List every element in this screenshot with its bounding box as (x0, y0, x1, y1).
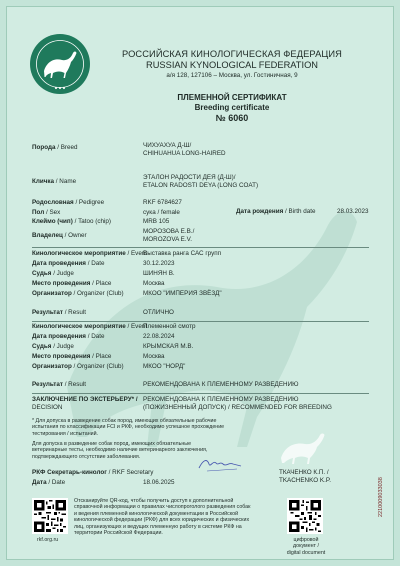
certificate-page (6, 6, 394, 560)
birth-date-value: 28.03.2023 (337, 208, 369, 215)
event2-place-value: Москва (143, 353, 165, 360)
event2-label: Кинологическое мероприятие / Event (32, 323, 148, 330)
event2-judge-label: Судья / Judge (32, 343, 74, 350)
pedigree-label: Родословная / Pedigree (32, 199, 105, 206)
secretary-name-en: TKACHENKO K.P. (279, 477, 332, 484)
title-en: Breeding certificate (194, 103, 270, 112)
dog-name-ru: ЭТАЛОН РАДОСТИ ДЕЯ (Д-Ш)/ (143, 174, 236, 181)
event1-judge-value: ШИНЯН В. (143, 270, 175, 277)
certificate-number: № 6060 (215, 113, 249, 123)
qr-instructions: Отсканируйте QR-код, чтобы получить доступ к дополнительной справочной информации о правилах числопроголого разведения собак и ведения племенной кинологической документации в Российской кинологической федерации (РКФ) для всех юридических и физических лиц, организующих и ведущих племенную работу в системе РКФ на территории Российской Федерации. (74, 498, 251, 537)
event1-org-label: Организатор / Organizer (Club) (32, 290, 124, 297)
rkf-logo-icon (29, 33, 91, 95)
qr-code-icon (289, 500, 321, 532)
event2-value: Племенной смотр (143, 323, 196, 330)
org-name-ru: РОССИЙСКАЯ КИНОЛОГИЧЕСКАЯ ФЕДЕРАЦИЯ (122, 49, 342, 59)
decision-label-en: DECISION (32, 404, 63, 411)
note-vet-tests: Для допуска в разведение собак пород, имеющих обязательные ветеринарные тесты, необходимо наличие ветеринарного заключения, подтверждающего отсутствие заболевания. (32, 441, 208, 460)
greyhound-stamp-icon (275, 410, 337, 470)
tattoo-value: MRB 105 (143, 218, 170, 225)
sex-value: сука / female (143, 209, 180, 216)
birth-date-label: Дата рождения / Birth date (236, 208, 316, 215)
sex-label: Пол / Sex (32, 209, 61, 216)
handwritten-signature (197, 454, 243, 474)
event2-place-label: Место проведения / Place (32, 353, 112, 360)
digital-document-qr-code[interactable] (287, 498, 323, 534)
issue-date-label: Дата / Date (32, 479, 66, 486)
event1-result-label: Результат / Result (32, 309, 87, 316)
svg-text:● ● ●: ● ● ● (54, 85, 66, 91)
event2-result-label: Результат / Result (32, 381, 87, 388)
dog-name-en: ETALON RADOSTI DEYA (LONG COAT) (143, 182, 259, 189)
decision-text-ru: РЕКОМЕНДОВАНА К ПЛЕМЕННОМУ РАЗВЕДЕНИЮ (143, 396, 299, 403)
owner-en: MOROZOVA E.V. (143, 236, 192, 243)
qr-code-icon (34, 500, 66, 532)
event1-value: Выставка ранга САС групп (143, 250, 222, 257)
event1-label: Кинологическое мероприятие / Event (32, 250, 148, 257)
digital-document-label: цифровой документ / digital document (286, 537, 326, 556)
name-label: Кличка / Name (32, 178, 77, 185)
event1-org-value: МКОО "ИМПЕРИЯ ЗВЁЗД" (143, 290, 222, 297)
owner-label: Владелец / Owner (32, 232, 87, 239)
event2-org-value: МКОО "НОРД" (143, 363, 186, 370)
event1-judge-label: Судья / Judge (32, 270, 74, 277)
title-ru: ПЛЕМЕННОЙ СЕРТИФИКАТ (177, 93, 287, 102)
event1-result-value: ОТЛИЧНО (143, 309, 174, 316)
divider (32, 321, 369, 322)
event1-place-value: Москва (143, 280, 165, 287)
certificate-header (107, 49, 357, 123)
org-name-en: RUSSIAN KYNOLOGICAL FEDERATION (145, 60, 319, 70)
tattoo-label: Клеймо (чип) / Tatoo (chip) (32, 218, 111, 225)
issue-date-value: 18.06.2025 (143, 479, 175, 486)
event2-result-value: РЕКОМЕНДОВАНА К ПЛЕМЕННОМУ РАЗВЕДЕНИЮ (143, 381, 299, 388)
secretary-name-ru: ТКАЧЕНКО К.П. / (279, 469, 329, 476)
event2-judge-value: КРЫМСКАЯ М.В. (143, 343, 194, 350)
secretary-label: РКФ Секретарь-кинолог / RKF Secretary (32, 469, 154, 476)
event1-date-label: Дата проведения / Date (32, 260, 105, 267)
rkf-qr-code[interactable] (32, 498, 68, 534)
decision-label-ru: ЗАКЛЮЧЕНИЕ ПО ЭКСТЕРЬЕРУ* / (32, 396, 138, 403)
divider (32, 247, 369, 248)
decision-text-en: (ПОЖИЗНЕННЫЙ ДОПУСК) / RECOMMENDED FOR BREEDING (143, 404, 332, 411)
pedigree-value: RKF 6784627 (143, 199, 182, 206)
event2-org-label: Организатор / Organizer (Club) (32, 363, 124, 370)
event1-date-value: 30.12.2023 (143, 260, 175, 267)
org-address: а/я 128, 127106 – Москва, ул. Гостиничная, 9 (166, 72, 298, 79)
event2-date-value: 22.08.2024 (143, 333, 175, 340)
breed-label: Порода / Breed (32, 144, 78, 151)
owner-ru: МОРОЗОВА Е.В./ (143, 228, 195, 235)
document-code: 2210009033038 (378, 477, 384, 517)
note-working-tests: * Для допуска в разведение собак пород, имеющих обязательные рабочие испытания по классификации FCI и РКФ, необходимо успешное прохождение тестирования / испытаний. (32, 418, 225, 437)
breed-en: CHIHUAHUA LONG-HAIRED (143, 150, 226, 157)
divider (32, 393, 369, 394)
breed-ru: ЧИХУАХУА Д-Ш/ (143, 142, 192, 149)
event1-place-label: Место проведения / Place (32, 280, 112, 287)
event2-date-label: Дата проведения / Date (32, 333, 105, 340)
rkf-site-link[interactable]: rkf.org.ru (37, 537, 59, 543)
